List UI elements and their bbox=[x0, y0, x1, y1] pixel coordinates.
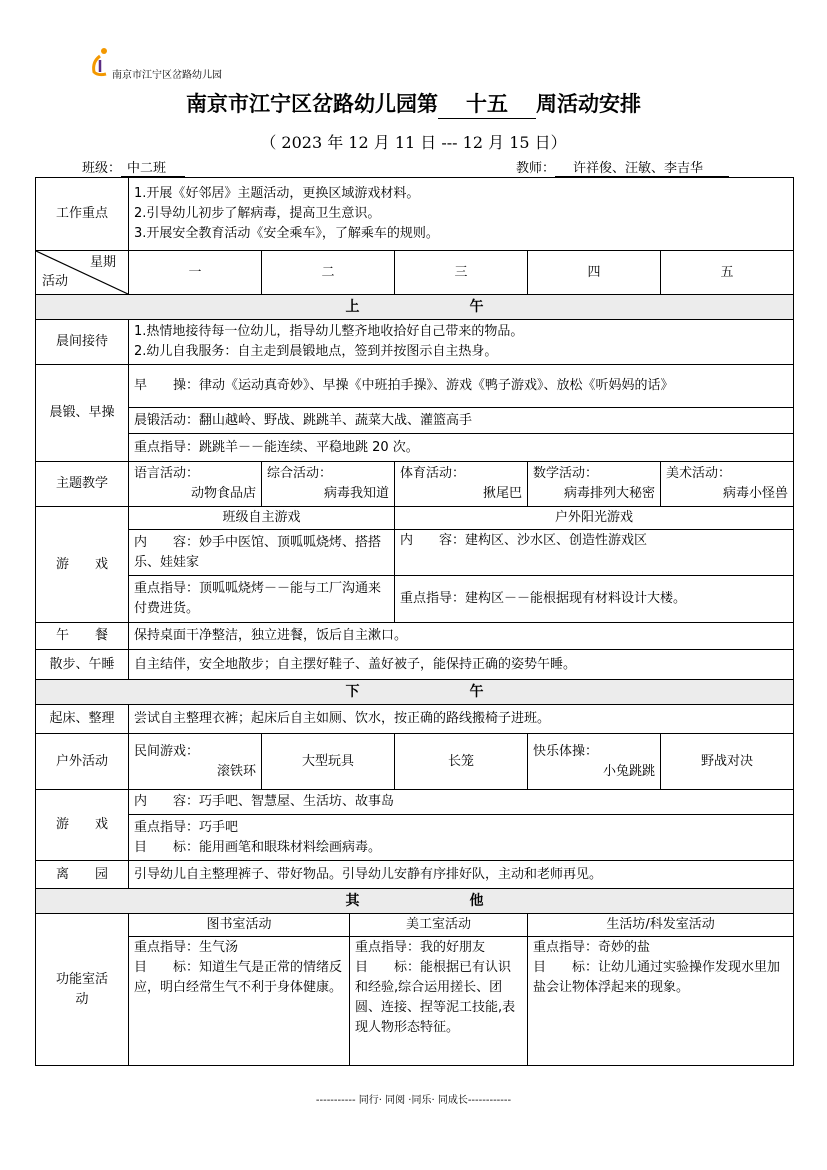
theme-type: 语言活动： bbox=[134, 466, 200, 481]
class-games-content: 内 容：妙手中医馆、顶呱呱烧烤、搭搭乐、娃娃家 bbox=[129, 530, 395, 576]
function-room-label-text: 功能室活动 bbox=[56, 971, 109, 1007]
exercise-morning-drill: 早 操：律动《运动真奇妙》、早操《中班拍手操》、游戏《鸭子游戏》、放松《听妈妈的话》 bbox=[129, 365, 794, 408]
outdoor-type: 快乐体操： bbox=[533, 743, 599, 759]
theme-name: 动物食品店 bbox=[190, 486, 256, 501]
outdoor-cell-tue: 大型玩具 bbox=[262, 734, 395, 790]
nap-row bbox=[36, 650, 794, 680]
wakeup-label: 起床、整理 bbox=[36, 705, 129, 734]
arrival-row bbox=[36, 320, 794, 365]
day-fri: 五 bbox=[661, 251, 794, 295]
theme-cell-fri bbox=[661, 462, 794, 507]
school-logo-icon bbox=[88, 46, 112, 78]
art-room-focus: 重点指导：我的好朋友 bbox=[355, 940, 486, 955]
afternoon-games-focus: 重点指导：巧手吧 bbox=[134, 819, 239, 835]
afternoon-games-label: 游 戏 bbox=[36, 790, 129, 861]
lunch-row bbox=[36, 623, 794, 650]
morning-section-row bbox=[36, 295, 794, 320]
outdoor-cell-mon bbox=[129, 734, 262, 790]
leave-content: 引导幼儿自主整理裤子、带好物品。引导幼儿安静有序排好队，主动和老师再见。 bbox=[129, 861, 794, 889]
library-room-title: 图书室活动 bbox=[129, 914, 350, 937]
afternoon-section-header bbox=[36, 680, 794, 705]
section-label: 下 bbox=[345, 684, 360, 700]
outdoor-name: 小兔跳跳 bbox=[602, 763, 655, 779]
theme-teaching-label: 主题教学 bbox=[36, 462, 129, 507]
theme-teaching-row bbox=[36, 462, 794, 507]
games-focus-row bbox=[36, 576, 794, 623]
page-footer: ----------- 同行· 同阅 ·同乐· 同成长------------ bbox=[315, 1095, 512, 1106]
theme-type: 综合活动： bbox=[267, 466, 333, 481]
outdoor-cell-thu bbox=[528, 734, 661, 790]
lunch-content: 保持桌面干净整洁，独立进餐，饭后自主漱口。 bbox=[129, 623, 794, 650]
arrival-label: 晨间接待 bbox=[36, 320, 129, 365]
day-mon: 一 bbox=[129, 251, 262, 295]
theme-name: 病毒小怪兽 bbox=[723, 486, 789, 501]
leave-label: 离 园 bbox=[36, 861, 129, 889]
outdoor-label: 户外活动 bbox=[36, 734, 129, 790]
afternoon-games-row-1 bbox=[36, 790, 794, 815]
outdoor-cell-fri: 野战对决 bbox=[661, 734, 794, 790]
wakeup-row bbox=[36, 705, 794, 734]
week-number: 十五 bbox=[438, 88, 536, 119]
outdoor-games-content: 内 容：建构区、沙水区、创造性游戏区 bbox=[395, 530, 794, 576]
section-label: 他 bbox=[469, 893, 484, 909]
work-focus-item: 1.开展《好邻居》主题活动，更换区域游戏材料。 bbox=[134, 186, 420, 201]
lunch-label: 午 餐 bbox=[36, 623, 129, 650]
wakeup-content: 尝试自主整理衣裤；起床后自主如厕、饮水，按正确的路线搬椅子进班。 bbox=[129, 705, 794, 734]
section-label: 上 bbox=[345, 299, 360, 315]
theme-cell-wed bbox=[395, 462, 528, 507]
section-label: 其 bbox=[345, 893, 360, 909]
outdoor-name: 滚铁环 bbox=[216, 763, 256, 779]
class-games-focus: 重点指导：顶呱呱烧烤－－能与工厂沟通来付费进货。 bbox=[129, 576, 395, 623]
weekday-corner-cell bbox=[36, 251, 129, 295]
teacher-value: 许祥俊、汪敏、李吉华 bbox=[555, 157, 729, 177]
class-label: 班级： bbox=[82, 161, 122, 176]
morning-games-label: 游 戏 bbox=[36, 507, 129, 623]
arrival-item: 1.热情地接待每一位幼儿，指导幼儿整齐地收拾好自己带来的物品。 bbox=[134, 324, 524, 339]
work-focus-item: 2.引导幼儿初步了解病毒，提高卫生意识。 bbox=[134, 206, 381, 221]
library-room-focus: 重点指导：生气汤 bbox=[134, 940, 239, 955]
theme-cell-thu bbox=[528, 462, 661, 507]
weekday-header-row bbox=[36, 251, 794, 295]
section-label: 午 bbox=[469, 684, 484, 700]
games-content-row bbox=[36, 530, 794, 576]
life-science-room-title: 生活坊/科发室活动 bbox=[528, 914, 794, 937]
exercise-morning-activities: 晨锻活动：翻山越岭、野战、跳跳羊、蔬菜大战、灌篮高手 bbox=[129, 408, 794, 434]
theme-name: 病毒排列大秘密 bbox=[563, 486, 655, 501]
section-label: 午 bbox=[469, 299, 484, 315]
day-tue: 二 bbox=[262, 251, 395, 295]
outdoor-type: 民间游戏： bbox=[134, 743, 200, 759]
afternoon-games-focus-cell bbox=[129, 815, 794, 861]
outdoor-games-title: 户外阳光游戏 bbox=[395, 507, 794, 530]
exercise-label: 晨锻、早操 bbox=[36, 365, 129, 462]
afternoon-games-content: 内 容：巧手吧、智慧屋、生活坊、故事岛 bbox=[129, 790, 794, 815]
corner-label-activity: 活动 bbox=[42, 274, 69, 289]
corner-label-weekday: 星期 bbox=[89, 255, 116, 270]
function-room-label bbox=[36, 914, 129, 1066]
art-room-goal: 目 标：能根据已有认识和经验,综合运用搓长、团圆、连接、捏等泥工技能,表现人物形态特征。 bbox=[355, 960, 516, 1035]
leave-row bbox=[36, 861, 794, 889]
theme-type: 体育活动： bbox=[400, 466, 466, 481]
work-focus-content bbox=[129, 178, 794, 251]
exercise-focus: 重点指导：跳跳羊－－能连续、平稳地跳 20 次。 bbox=[129, 434, 794, 462]
work-focus-label: 工作重点 bbox=[36, 178, 129, 251]
games-title-row bbox=[36, 507, 794, 530]
life-science-room-focus: 重点指导：奇妙的盐 bbox=[533, 940, 651, 955]
class-info bbox=[82, 157, 185, 177]
nap-content: 自主结伴，安全地散步；自主摆好鞋子、盖好被子，能保持正确的姿势午睡。 bbox=[129, 650, 794, 680]
library-room-goal: 目 标：知道生气是正常的情绪反应，明白经常生气不利于身体健康。 bbox=[134, 960, 343, 995]
nap-label: 散步、午睡 bbox=[36, 650, 129, 680]
school-logo bbox=[88, 46, 308, 81]
others-section-row bbox=[36, 889, 794, 914]
class-games-title: 班级自主游戏 bbox=[129, 507, 395, 530]
outdoor-cell-wed: 长笼 bbox=[395, 734, 528, 790]
date-range: （ 2023 年 12 月 11 日 --- 12 月 15 日） bbox=[260, 133, 567, 152]
class-value: 中二班 bbox=[121, 157, 185, 177]
life-science-room-content bbox=[528, 937, 794, 1066]
arrival-item: 2.幼儿自我服务：自主走到晨锻地点，签到并按图示自主热身。 bbox=[134, 344, 498, 359]
day-wed: 三 bbox=[395, 251, 528, 295]
title-suffix: 周活动安排 bbox=[536, 91, 641, 116]
page-title bbox=[0, 88, 827, 119]
library-room-content bbox=[129, 937, 350, 1066]
exercise-row-2 bbox=[36, 408, 794, 434]
outdoor-row bbox=[36, 734, 794, 790]
theme-type: 数学活动： bbox=[533, 466, 599, 481]
rooms-title-row bbox=[36, 914, 794, 937]
morning-section-header bbox=[36, 295, 794, 320]
work-focus-item: 3.开展安全教育活动《安全乘车》，了解乘车的规则。 bbox=[134, 226, 439, 241]
theme-cell-mon bbox=[129, 462, 262, 507]
life-science-room-goal: 目 标：让幼儿通过实验操作发现水里加盐会让物体浮起来的现象。 bbox=[533, 960, 781, 995]
exercise-row-1 bbox=[36, 365, 794, 408]
day-thu: 四 bbox=[528, 251, 661, 295]
afternoon-games-goal: 目 标：能用画笔和眼珠材料绘画病毒。 bbox=[134, 839, 382, 855]
title-prefix: 南京市江宁区岔路幼儿园第 bbox=[186, 91, 438, 116]
rooms-content-row bbox=[36, 937, 794, 1066]
outdoor-games-focus: 重点指导：建构区－－能根据现有材料设计大楼。 bbox=[395, 576, 794, 623]
theme-type: 美术活动： bbox=[666, 466, 732, 481]
teacher-label: 教师： bbox=[516, 161, 556, 176]
logo-school-name: 南京市江宁区岔路幼儿园 bbox=[112, 70, 222, 81]
afternoon-section-row bbox=[36, 680, 794, 705]
art-room-title: 美工室活动 bbox=[350, 914, 528, 937]
others-section-header bbox=[36, 889, 794, 914]
theme-cell-tue bbox=[262, 462, 395, 507]
exercise-row-3 bbox=[36, 434, 794, 462]
arrival-content bbox=[129, 320, 794, 365]
weekly-schedule-table bbox=[35, 177, 794, 1066]
teacher-info bbox=[516, 157, 729, 177]
theme-name: 病毒我知道 bbox=[323, 486, 389, 501]
afternoon-games-row-2 bbox=[36, 815, 794, 861]
work-focus-row bbox=[36, 178, 794, 251]
art-room-content bbox=[350, 937, 528, 1066]
theme-name: 揪尾巴 bbox=[482, 486, 522, 501]
